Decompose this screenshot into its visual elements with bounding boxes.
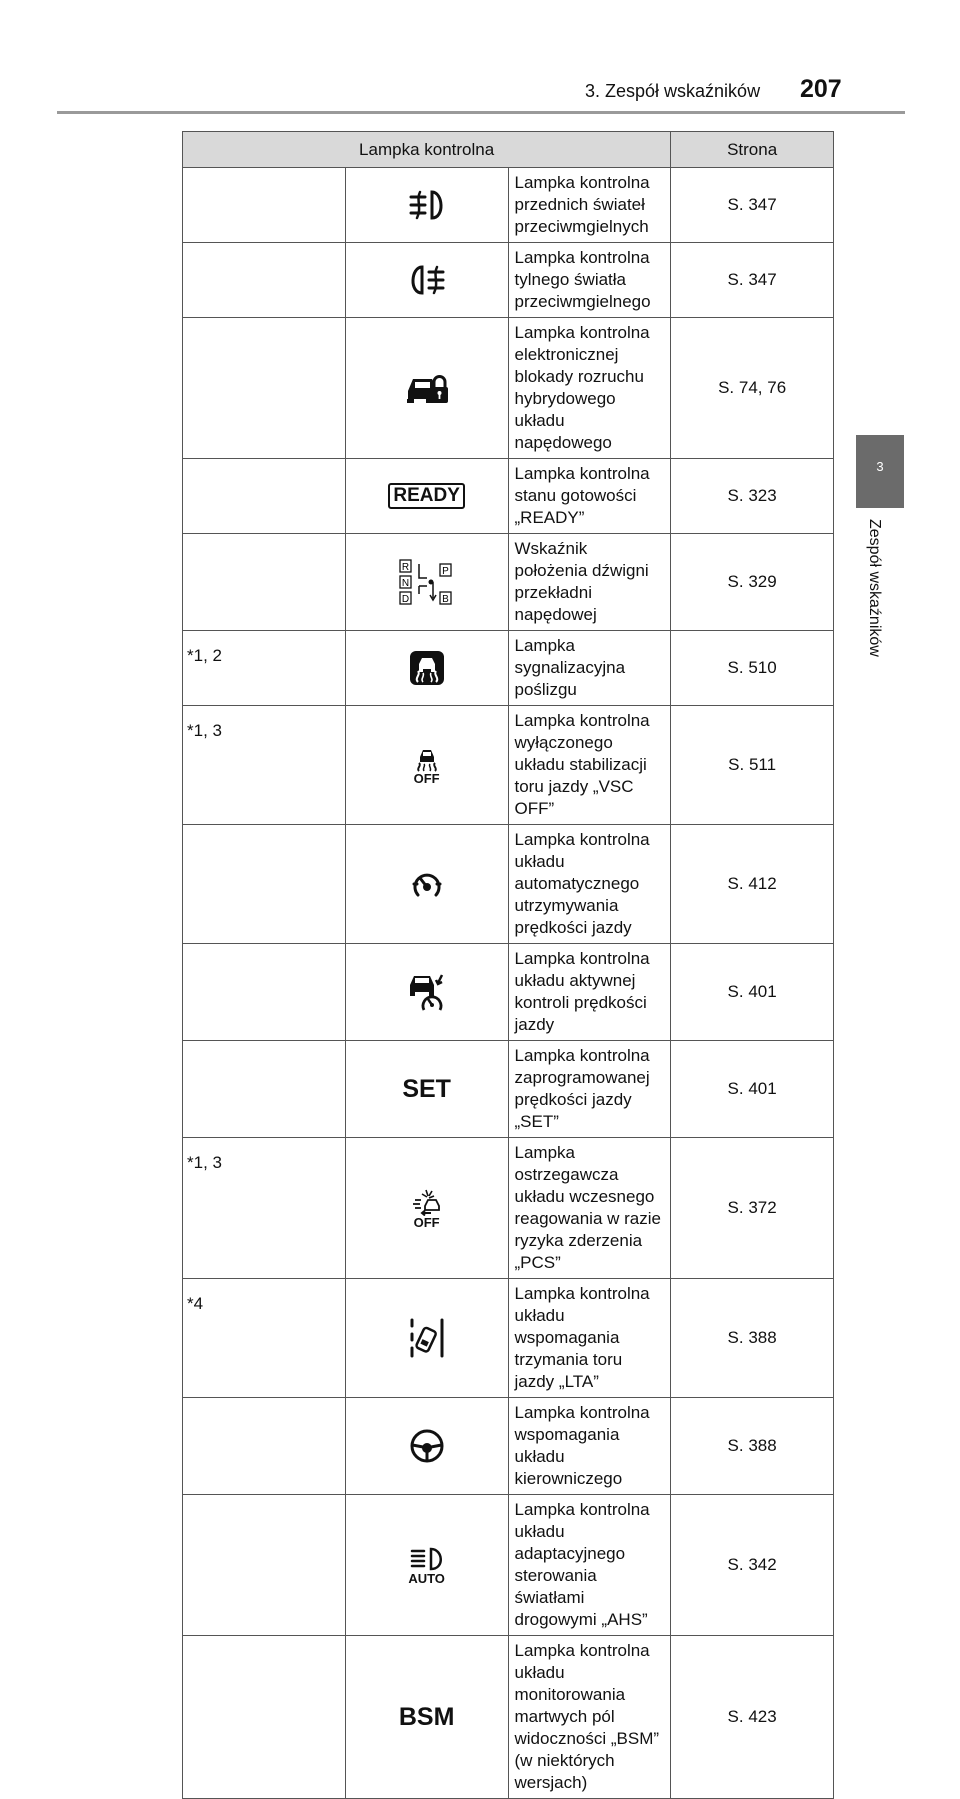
table-row [183, 168, 834, 243]
table-row [183, 706, 834, 825]
page-header [0, 0, 960, 116]
column-header-lamp: Lampka kontrolna [183, 132, 671, 168]
row-description: Lampka kontrolna wyłączonego układu stabilizacji toru jazdy „VSC OFF” [508, 706, 671, 825]
front-fog-light-icon [407, 188, 447, 222]
row-mark [183, 318, 346, 459]
shift-letter-p: P [441, 566, 449, 577]
chapter-tab-title: Zespół wskaźników [866, 519, 883, 657]
row-description: Lampka kontrolna tylnego światła przeciwmgielnego [508, 243, 671, 318]
ready-icon: READY [388, 483, 465, 509]
row-mark: *4 [183, 1279, 346, 1398]
column-header-page: Strona [671, 132, 834, 168]
row-description: Lampka sygnalizacyjna poślizgu [508, 631, 671, 706]
row-description: Lampka kontrolna zaprogramowanej prędkości jazdy „SET” [508, 1041, 671, 1138]
table-row [183, 1636, 834, 1799]
table-header-row [183, 132, 834, 168]
row-description: Wskaźnik położenia dźwigni przekładni napędowej [508, 534, 671, 631]
row-mark: *1, 3 [183, 1138, 346, 1279]
row-description: Lampka kontrolna układu aktywnej kontroli prędkości jazdy [508, 944, 671, 1041]
table-row [183, 631, 834, 706]
shift-letter-n: N [401, 578, 409, 589]
chapter-tab-number: 3 [876, 459, 884, 474]
shift-position-icon [397, 558, 457, 606]
row-page: S. 342 [671, 1495, 834, 1636]
row-page: S. 401 [671, 1041, 834, 1138]
table-row [183, 459, 834, 534]
row-mark: *1, 3 [183, 706, 346, 825]
row-mark: *1, 2 [183, 631, 346, 706]
row-description: Lampka ostrzegawcza układu wczesnego reagowania w razie ryzyka zderzenia „PCS” [508, 1138, 671, 1279]
slip-indicator-icon [409, 650, 445, 686]
row-mark [183, 1041, 346, 1138]
table-row [183, 318, 834, 459]
vsc-off-icon [412, 746, 442, 785]
ahs-icon [407, 1546, 447, 1585]
row-mark [183, 944, 346, 1041]
row-page: S. 74, 76 [671, 318, 834, 459]
shift-letter-r: R [401, 562, 409, 573]
table-row [183, 534, 834, 631]
row-page: S. 388 [671, 1398, 834, 1495]
row-page: S. 388 [671, 1279, 834, 1398]
chapter-tab [856, 435, 904, 508]
row-description: Lampka kontrolna układu wspomagania trzymania toru jazdy „LTA” [508, 1279, 671, 1398]
immobilizer-icon [404, 371, 450, 405]
shift-letter-b: B [441, 594, 449, 605]
ahs-auto-label: AUTO [408, 1570, 445, 1586]
header-rule [57, 111, 905, 114]
cruise-control-icon [410, 868, 444, 900]
row-page: S. 401 [671, 944, 834, 1041]
row-mark [183, 825, 346, 944]
row-description: Lampka kontrolna układu adaptacyjnego sterowania światłami drogowymi „AHS” [508, 1495, 671, 1636]
row-mark [183, 168, 346, 243]
lta-icon [407, 1317, 447, 1359]
steering-assist-icon [409, 1428, 445, 1464]
row-mark [183, 243, 346, 318]
row-description: Lampka kontrolna wspomagania układu kierowniczego [508, 1398, 671, 1495]
row-mark [183, 459, 346, 534]
row-page: S. 372 [671, 1138, 834, 1279]
table-row [183, 1279, 834, 1398]
table-row [183, 825, 834, 944]
row-description: Lampka kontrolna stanu gotowości „READY” [508, 459, 671, 534]
row-mark [183, 534, 346, 631]
pcs-off-icon [409, 1188, 445, 1229]
row-description: Lampka kontrolna układu monitorowania martwych pól widoczności „BSM” (w niektórych wersjach) [508, 1636, 671, 1799]
table-row [183, 1495, 834, 1636]
row-page: S. 329 [671, 534, 834, 631]
table-row [183, 1041, 834, 1138]
row-mark [183, 1398, 346, 1495]
indicator-table [182, 131, 834, 1799]
row-page: S. 412 [671, 825, 834, 944]
table-row [183, 944, 834, 1041]
radar-cruise-control-icon [404, 971, 450, 1013]
pcs-off-label: OFF [413, 1214, 440, 1230]
row-page: S. 423 [671, 1636, 834, 1799]
rear-fog-light-icon [407, 263, 447, 297]
table-row [183, 243, 834, 318]
row-description: Lampka kontrolna przednich świateł przeciwmgielnych [508, 168, 671, 243]
row-page: S. 510 [671, 631, 834, 706]
chapter-title: 3. Zespół wskaźników [585, 81, 761, 101]
row-page: S. 511 [671, 706, 834, 825]
row-page: S. 347 [671, 168, 834, 243]
row-description: Lampka kontrolna elektronicznej blokady rozruchu hybrydowego układu napędowego [508, 318, 671, 459]
bsm-icon: BSM [398, 1703, 455, 1732]
row-mark [183, 1636, 346, 1799]
page-number: 207 [800, 75, 842, 103]
row-description: Lampka kontrolna układu automatycznego utrzymywania prędkości jazdy [508, 825, 671, 944]
table-row [183, 1138, 834, 1279]
row-mark [183, 1495, 346, 1636]
vsc-off-label: OFF [413, 770, 440, 786]
set-icon: SET [402, 1075, 451, 1104]
row-page: S. 323 [671, 459, 834, 534]
table-row [183, 1398, 834, 1495]
row-page: S. 347 [671, 243, 834, 318]
shift-letter-d: D [401, 594, 409, 605]
